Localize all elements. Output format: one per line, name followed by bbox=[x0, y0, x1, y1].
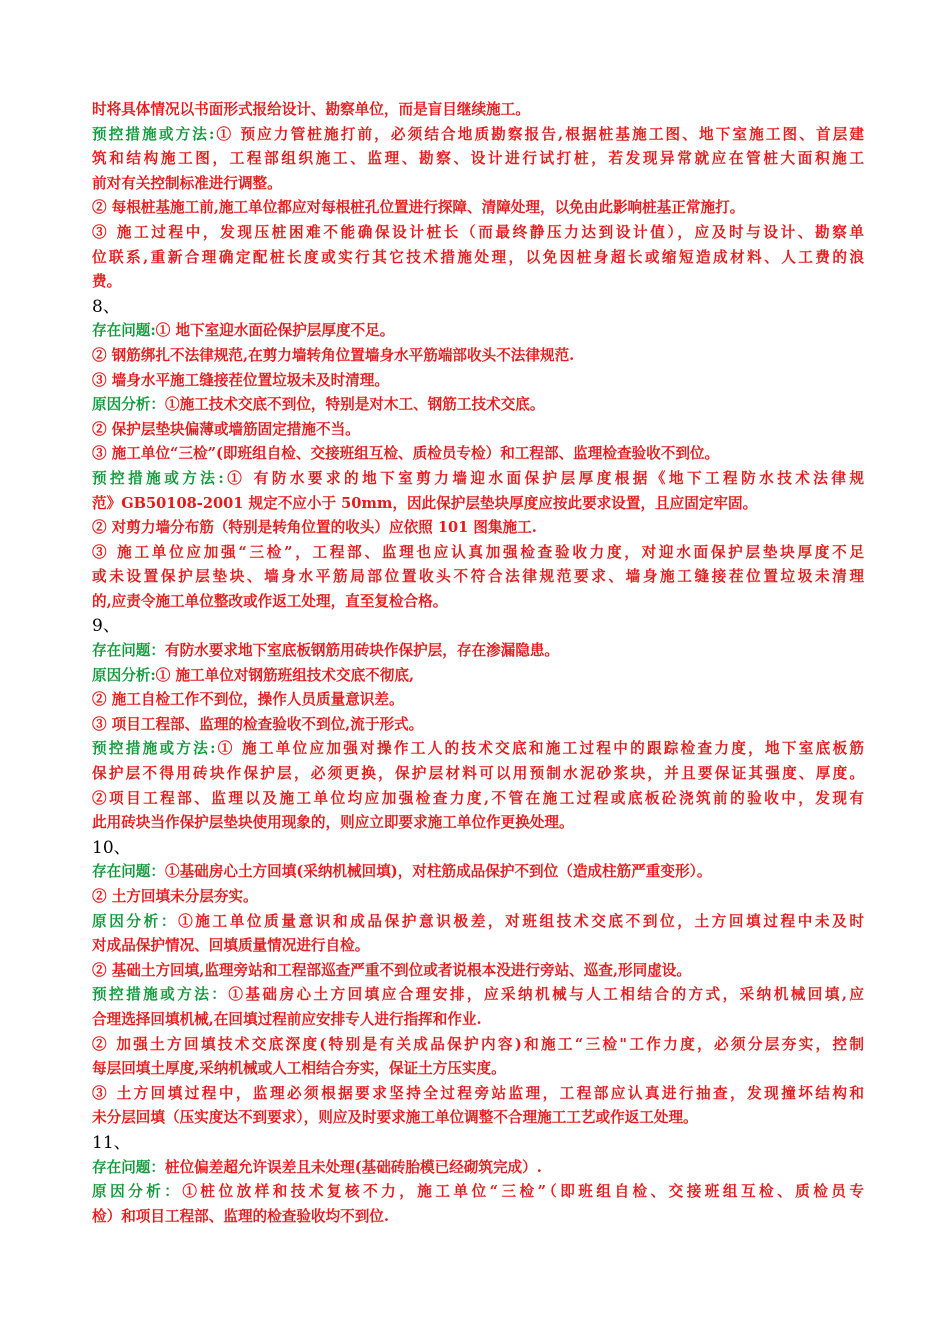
body-text: 对成品保护情况、回填质量情况进行自检。 bbox=[92, 937, 370, 955]
body-text: ① 预应力管桩施打前，必须结合地质勘察报告,根据桩基施工图、地下室施工图、首层建 bbox=[214, 125, 864, 143]
body-text: 检）和项目工程部、监理的检查验收均不到位. bbox=[92, 1207, 389, 1225]
body-text: 位联系,重新合理确定配桩长度或实行其它技术措施处理，以免因桩身超长或缩短造成材料、人工费的浪 bbox=[92, 248, 864, 266]
body-text: 有防水要求地下室底板钢筋用砖块作保护层，存在渗漏隐患。 bbox=[164, 642, 560, 660]
section-label: 原因分析： bbox=[92, 1183, 183, 1201]
body-text: 前对有关控制标准进行调整。 bbox=[92, 174, 282, 192]
text-line bbox=[92, 860, 864, 885]
body-text: ① 施工单位应加强对操作工人的技术交底和施工过程中的跟踪检查力度，地下室底板筋 bbox=[215, 740, 864, 758]
body-text: 范》GB50108-2001 规定不应小于 50mm，因此保护层垫块厚度应按此要求设置，且应固定牢固。 bbox=[92, 494, 758, 512]
text-line bbox=[92, 787, 864, 812]
body-text: ①施工技术交底不到位，特别是对木工、钢筋工技术交底。 bbox=[164, 396, 545, 414]
body-text: 的,应责令施工单位整改或作返工处理，直至复检合格。 bbox=[92, 592, 448, 610]
text-line bbox=[92, 885, 864, 910]
text-line bbox=[92, 664, 864, 689]
text-line bbox=[92, 442, 864, 467]
text-line bbox=[92, 467, 864, 492]
text-line bbox=[92, 639, 864, 664]
body-text: 筑和结构施工图，工程部组织施工、监理、勘察、设计进行试打桩，若发现异常就应在管桩大面积施工 bbox=[92, 150, 864, 168]
section-label: 预控措施或方法： bbox=[92, 986, 229, 1004]
body-text: ③ 施工单位“三检”(即班组自检、交接班组互检、质检员专检）和工程部、监理检查验收不到位。 bbox=[92, 445, 720, 463]
text-line bbox=[92, 1205, 864, 1230]
text-line bbox=[92, 369, 864, 394]
text-line bbox=[92, 934, 864, 959]
body-text: ②项目工程部、监理以及施工单位均应加强检查力度,不管在施工过程或底板砼浇筑前的验收中，发现有 bbox=[92, 789, 864, 807]
text-line bbox=[92, 737, 864, 762]
body-text: 合理选择回填机械,在回填过程前应安排专人进行指挥和作业. bbox=[92, 1010, 482, 1028]
text-line bbox=[92, 344, 864, 369]
text-line bbox=[92, 811, 864, 836]
section-label: 预控措施或方法: bbox=[92, 740, 216, 758]
text-line bbox=[92, 246, 864, 271]
text-line bbox=[92, 221, 864, 246]
text-line bbox=[92, 492, 864, 517]
body-text: 每层回填土厚度,采纳机械或人工相结合夯实，保证土方压实度。 bbox=[92, 1060, 506, 1078]
body-text: 桩位偏差超允许误差且未处理(基础砖胎模已经砌筑完成）. bbox=[164, 1158, 542, 1176]
section-label: 存在问题： bbox=[92, 642, 165, 660]
body-text: 未分层回填（压实度达不到要求），则应及时要求施工单位调整不合理施工工艺或作返工处理。 bbox=[92, 1109, 698, 1127]
text-line bbox=[92, 910, 864, 935]
text-line bbox=[92, 983, 864, 1008]
text-line bbox=[92, 959, 864, 984]
text-line bbox=[92, 762, 864, 787]
body-text: ①基础房心土方回填(采纳机械回填)，对柱筋成品保护不到位（造成柱筋严重变形）。 bbox=[164, 863, 712, 881]
body-text: 或未设置保护层垫块、墙身水平筋局部位置收头不符合法律规范要求、墙身施工缝接茬位置垃圾未清理 bbox=[92, 568, 864, 586]
body-text: ①基础房心土方回填应合理安排，应采纳机械与人工相结合的方式，采纳机械回填,应 bbox=[228, 986, 864, 1004]
section-label: 存在问题： bbox=[92, 863, 165, 881]
text-line bbox=[92, 1156, 864, 1181]
section-label: 存在问题： bbox=[92, 1158, 165, 1176]
text-line bbox=[92, 172, 864, 197]
body-text: ② 土方回填未分层夯实。 bbox=[92, 888, 258, 905]
text-line bbox=[92, 541, 864, 566]
body-text: 时将具体情况以书面形式报给设计、勘察单位，而是盲目继续施工。 bbox=[92, 101, 530, 118]
body-text: ② 加强土方回填技术交底深度(特别是有关成品保护内容)和施工“三检"工作力度，必须分层夯实，控制 bbox=[92, 1035, 864, 1053]
section-number: 10、 bbox=[92, 837, 131, 858]
text-line bbox=[92, 1008, 864, 1033]
section-number: 11、 bbox=[92, 1132, 131, 1153]
body-text: ③ 项目工程部、监理的检查验收不到位,流于形式。 bbox=[92, 715, 424, 733]
text-line bbox=[92, 270, 864, 295]
body-text: 费。 bbox=[92, 273, 122, 291]
text-line bbox=[92, 516, 864, 541]
body-text: ③ 施工单位应加强“三检”，工程部、监理也应认真加强检查验收力度，对迎水面保护层垫块厚度不足 bbox=[92, 543, 864, 561]
body-text: ② 每根桩基施工前,施工单位都应对每根桩孔位置进行探障、清障处理，以免由此影响桩基正常施打。 bbox=[92, 199, 745, 217]
body-text: ② 对剪力墙分布筋（特别是转角位置的收头）应依照 101 图集施工. bbox=[92, 519, 537, 537]
text-line bbox=[92, 688, 864, 713]
text-line bbox=[92, 418, 864, 443]
section-label: 原因分析: bbox=[92, 666, 156, 684]
body-text: ① 施工单位对钢筋班组技术交底不彻底, bbox=[155, 666, 415, 684]
text-line bbox=[92, 196, 864, 221]
body-text: ③ 施工过程中，发现压桩困难不能确保设计桩长（而最终静压力达到设计值），应及时与设计、勘察单 bbox=[92, 223, 864, 241]
text-line bbox=[92, 713, 864, 738]
text-line bbox=[92, 98, 864, 123]
body-text: ③ 墙身水平施工缝接茬位置垃圾未及时清理。 bbox=[92, 371, 389, 389]
text-line bbox=[92, 1082, 864, 1107]
body-text: 此用砖块当作保护层垫块使用现象的，则应立即要求施工单位作更换处理。 bbox=[92, 814, 574, 832]
text-line bbox=[92, 590, 864, 615]
body-text: ③ 土方回填过程中，监理必须根据要求坚持全过程旁站监理，工程部应认真进行抽查，发现撞坏结构和 bbox=[92, 1084, 864, 1102]
section-number: 9、 bbox=[92, 616, 120, 637]
text-line bbox=[92, 393, 864, 418]
body-text: ② 基础土方回填,监理旁站和工程部巡查严重不到位或者说根本没进行旁站、巡查,形同虚设。 bbox=[92, 961, 691, 979]
text-line bbox=[92, 319, 864, 344]
text-line bbox=[92, 1106, 864, 1131]
text-line bbox=[92, 147, 864, 172]
body-text: ① 有防水要求的地下室剪力墙迎水面保护层厚度根据《地下工程防水技术法律规 bbox=[223, 469, 864, 487]
body-text: ①施工单位质量意识和成品保护意识极差，对班组技术交底不到位，土方回填过程中未及时 bbox=[178, 912, 864, 930]
body-text: ② 钢筋绑扎不法律规范,在剪力墙转角位置墙身水平筋端部收头不法律规范. bbox=[92, 346, 575, 364]
text-line bbox=[92, 1180, 864, 1205]
body-text: ① 地下室迎水面砼保护层厚度不足。 bbox=[155, 322, 395, 340]
section-label: 原因分析： bbox=[92, 912, 179, 930]
section-label: 存在问题: bbox=[92, 322, 156, 340]
section-label: 预控措施或方法: bbox=[92, 469, 224, 487]
body-text: ①桩位放样和技术复核不力，施工单位“三检”（即班组自检、交接班组互检、质检员专 bbox=[182, 1183, 864, 1201]
text-line bbox=[92, 1033, 864, 1058]
body-text: ② 保护层垫块偏薄或墙筋固定措施不当。 bbox=[92, 420, 360, 438]
section-label: 原因分析： bbox=[92, 396, 165, 414]
body-text: 保护层不得用砖块作保护层，必须更换，保护层材料可以用预制水泥砂浆块，并且要保证其强度、厚度。 bbox=[92, 765, 864, 783]
text-line bbox=[92, 1057, 864, 1082]
text-line bbox=[92, 123, 864, 148]
body-text: ② 施工自检工作不到位，操作人员质量意识差。 bbox=[92, 691, 404, 709]
section-label: 预控措施或方法: bbox=[92, 125, 215, 143]
text-line bbox=[92, 565, 864, 590]
section-number: 8、 bbox=[92, 296, 120, 317]
document-body bbox=[92, 98, 864, 1229]
